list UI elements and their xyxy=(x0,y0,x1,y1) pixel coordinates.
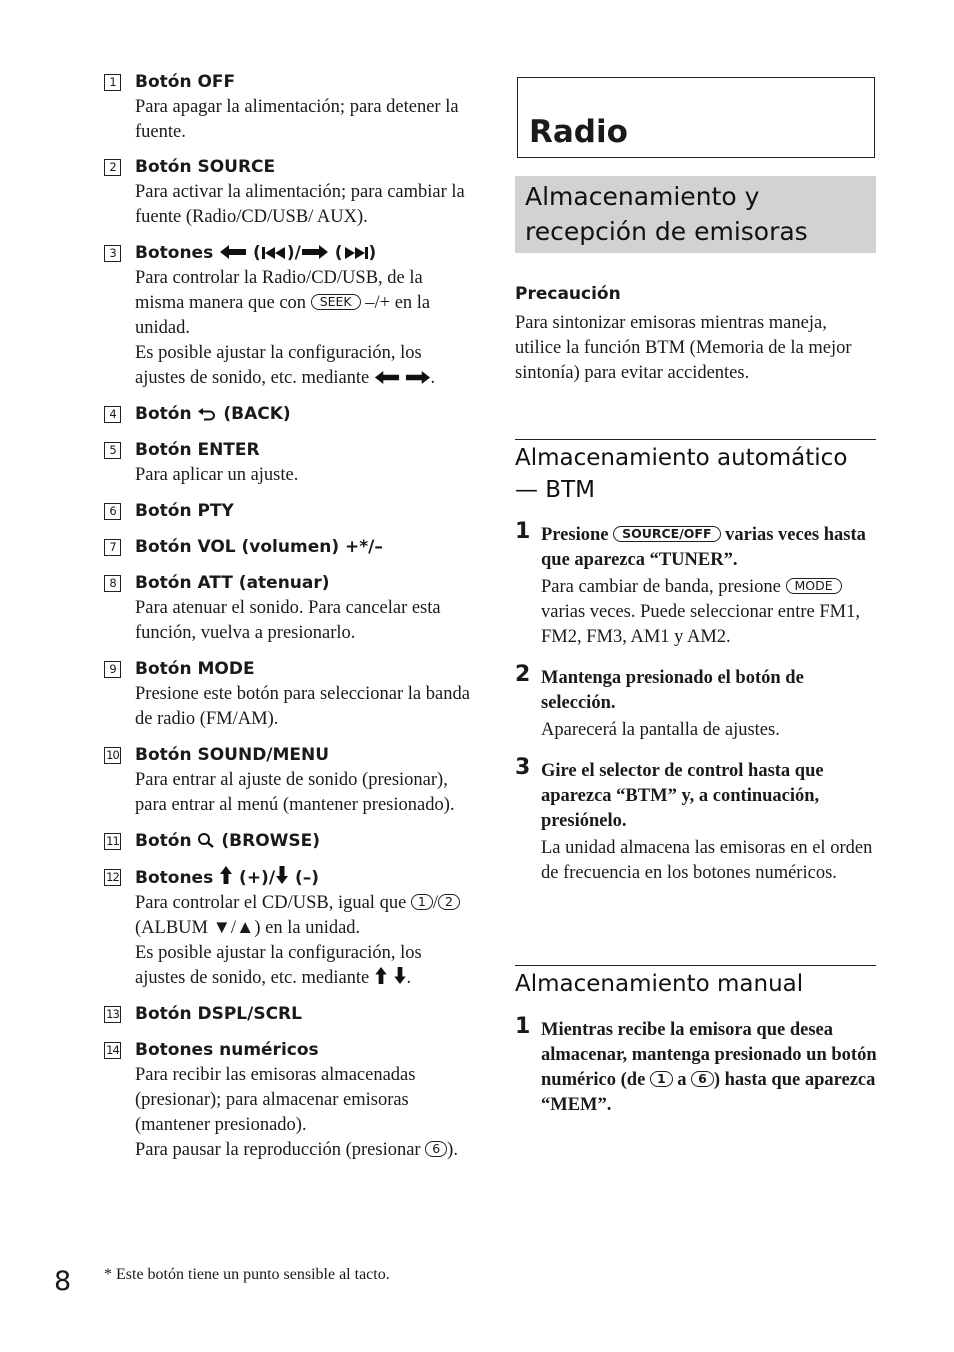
list-item xyxy=(104,499,474,524)
item-number: 12 xyxy=(104,869,121,886)
step-body: Para cambiar de banda, presione MODE varias veces. Puede seleccionar entre FM1, FM2, FM3, AM1 y AM2. xyxy=(541,577,860,647)
item-number: 10 xyxy=(104,747,121,764)
item-number: 1 xyxy=(104,74,121,91)
item-body xyxy=(135,266,474,391)
arrow-left-icon xyxy=(374,370,400,385)
step-instruction: Mantenga presionado el botón de selección. xyxy=(541,668,804,713)
item-title: Botón MODE xyxy=(135,659,255,679)
title-text: Botón xyxy=(135,831,192,851)
body-text: Es posible ajustar la configuración, los ajustes de sonido, etc. mediante . xyxy=(135,343,436,388)
step-number: 2 xyxy=(515,662,531,687)
arrow-down-icon xyxy=(393,966,407,985)
arrow-down-icon xyxy=(275,865,289,885)
footnote: * Este botón tiene un punto sensible al tacto. xyxy=(104,1266,390,1283)
step-body: La unidad almacena las emisoras en el orden de frecuencia en los botones numéricos. xyxy=(541,838,873,883)
body-text: Para controlar el CD/USB, igual que xyxy=(135,893,407,913)
item-body: Para atenuar el sonido. Para cancelar esta función, vuelva a presionarlo. xyxy=(135,598,441,643)
mode-key-label: MODE xyxy=(786,578,842,594)
body-text: Para controlar la Radio/CD/USB, de la misma manera que con xyxy=(135,268,423,313)
item-body xyxy=(135,1063,474,1163)
item-number: 4 xyxy=(104,406,121,423)
item-number: 8 xyxy=(104,575,121,592)
title-text: (+)/ xyxy=(239,868,276,888)
title-text: )/ xyxy=(286,243,301,263)
item-number: 5 xyxy=(104,442,121,459)
item-title: Botón OFF xyxy=(135,72,236,92)
body-text: Para recibir las emisoras almacenadas (presionar); para almacenar emisoras (mantener presionado). xyxy=(135,1065,416,1135)
list-item xyxy=(104,535,474,560)
subsection-banner xyxy=(515,176,876,253)
title-text: ( xyxy=(253,243,261,263)
title-text: (BACK) xyxy=(223,404,291,424)
step-number: 1 xyxy=(515,519,531,544)
item-number: 3 xyxy=(104,245,121,262)
body-text: –/+ en la unidad. xyxy=(135,293,431,338)
item-body: Para entrar al ajuste de sonido (presionar), para entrar al menú (mantener presionado). xyxy=(135,770,455,815)
list-item xyxy=(104,155,474,230)
step-body: Aparecerá la pantalla de ajustes. xyxy=(541,720,780,740)
step-number: 1 xyxy=(515,1014,531,1039)
item-title: Botones numéricos xyxy=(135,1040,319,1060)
item-body: Para aplicar un ajuste. xyxy=(135,465,299,485)
key-label: 1 xyxy=(650,1071,673,1087)
step-item xyxy=(515,755,877,886)
divider xyxy=(515,965,876,966)
step-number: 3 xyxy=(515,755,531,780)
arrow-right-icon xyxy=(301,244,329,260)
item-title xyxy=(135,241,474,266)
search-icon xyxy=(197,832,215,848)
item-title xyxy=(135,865,474,891)
item-number: 2 xyxy=(104,159,121,176)
title-text: ( xyxy=(334,243,343,263)
item-title: Botón DSPL/SCRL xyxy=(135,1004,302,1024)
item-number: 13 xyxy=(104,1006,121,1023)
seek-key-label: SEEK xyxy=(311,294,361,310)
step-item xyxy=(515,519,877,650)
item-title: Botón SOURCE xyxy=(135,157,276,177)
arrow-right-icon xyxy=(405,370,431,385)
list-item xyxy=(104,1002,474,1027)
item-title: Botón VOL (volumen) +*/– xyxy=(135,537,383,557)
body-text: (ALBUM ▼/▲) en la unidad. xyxy=(135,918,361,938)
caution-heading: Precaución xyxy=(515,284,621,304)
divider xyxy=(515,439,876,440)
item-number: 9 xyxy=(104,661,121,678)
body-text: Para pausar la reproducción (presionar 6 ). xyxy=(135,1140,458,1160)
subsection-title: Almacenamiento y recepción de emisoras xyxy=(525,182,808,246)
body-text: / xyxy=(432,893,438,913)
back-arrow-icon xyxy=(197,405,217,421)
list-item xyxy=(104,657,474,732)
item-body: Para activar la alimentación; para cambiar la fuente (Radio/CD/USB/ AUX). xyxy=(135,182,465,227)
step-instruction: Presione SOURCE/OFF varias veces hasta que aparezca “TUNER”. xyxy=(541,525,866,570)
body-text: Es posible ajustar la configuración, los ajustes de sonido, etc. mediante . xyxy=(135,943,422,988)
item-body: Presione este botón para seleccionar la banda de radio (FM/AM). xyxy=(135,684,470,729)
key-label: 2 xyxy=(438,894,460,910)
list-item xyxy=(104,865,474,991)
item-number: 7 xyxy=(104,539,121,556)
key-label: 6 xyxy=(691,1071,714,1087)
item-title: Botón SOUND/MENU xyxy=(135,745,330,765)
title-text: (BROWSE) xyxy=(221,831,321,851)
list-item xyxy=(104,829,474,854)
item-body: Para apagar la alimentación; para detener la fuente. xyxy=(135,97,459,142)
item-title: Botón ATT (atenuar) xyxy=(135,573,330,593)
item-title xyxy=(135,829,474,854)
arrow-up-icon xyxy=(219,865,233,885)
next-track-icon xyxy=(343,246,369,260)
item-title xyxy=(135,402,474,427)
list-item xyxy=(104,402,474,427)
item-number: 11 xyxy=(104,833,121,850)
step-instruction: Mientras recibe la emisora que desea almacenar, mantenga presionado un botón numérico (de 1 a 6 ) hasta que aparezca “MEM”. xyxy=(541,1020,877,1115)
arrow-left-icon xyxy=(219,244,247,260)
list-item xyxy=(104,241,474,391)
key-label: 1 xyxy=(411,894,433,910)
section-title-box xyxy=(517,77,875,158)
title-text: Botones xyxy=(135,243,214,263)
previous-track-icon xyxy=(261,246,287,260)
source-off-key-label: SOURCE/OFF xyxy=(613,526,720,542)
step-item xyxy=(515,1014,877,1118)
manual-heading: Almacenamiento manual xyxy=(515,971,804,997)
item-title: Botón ENTER xyxy=(135,440,260,460)
list-item xyxy=(104,438,474,488)
list-item xyxy=(104,1038,474,1163)
step-instruction: Gire el selector de control hasta que aparezca “BTM” y, a continuación, presiónelo. xyxy=(541,761,824,831)
title-text: ) xyxy=(368,243,377,263)
section-title: Radio xyxy=(529,114,628,150)
item-title: Botón PTY xyxy=(135,501,234,521)
auto-heading: Almacenamiento automático — BTM xyxy=(515,445,848,503)
title-text: (–) xyxy=(294,868,320,888)
item-number: 6 xyxy=(104,503,121,520)
page-number: 8 xyxy=(54,1266,72,1297)
list-item xyxy=(104,571,474,646)
list-item xyxy=(104,70,474,145)
list-item xyxy=(104,743,474,818)
key-label: 6 xyxy=(425,1141,447,1157)
title-text: Botones xyxy=(135,868,214,888)
item-body xyxy=(135,891,474,991)
button-list xyxy=(104,70,474,1163)
item-number: 14 xyxy=(104,1042,121,1059)
arrow-up-icon xyxy=(374,966,388,985)
caution-body: Para sintonizar emisoras mientras maneja, utilice la función BTM (Memoria de la mejor sintonía) para evitar accidentes. xyxy=(515,313,852,383)
title-text: Botón xyxy=(135,404,192,424)
step-item xyxy=(515,662,877,743)
